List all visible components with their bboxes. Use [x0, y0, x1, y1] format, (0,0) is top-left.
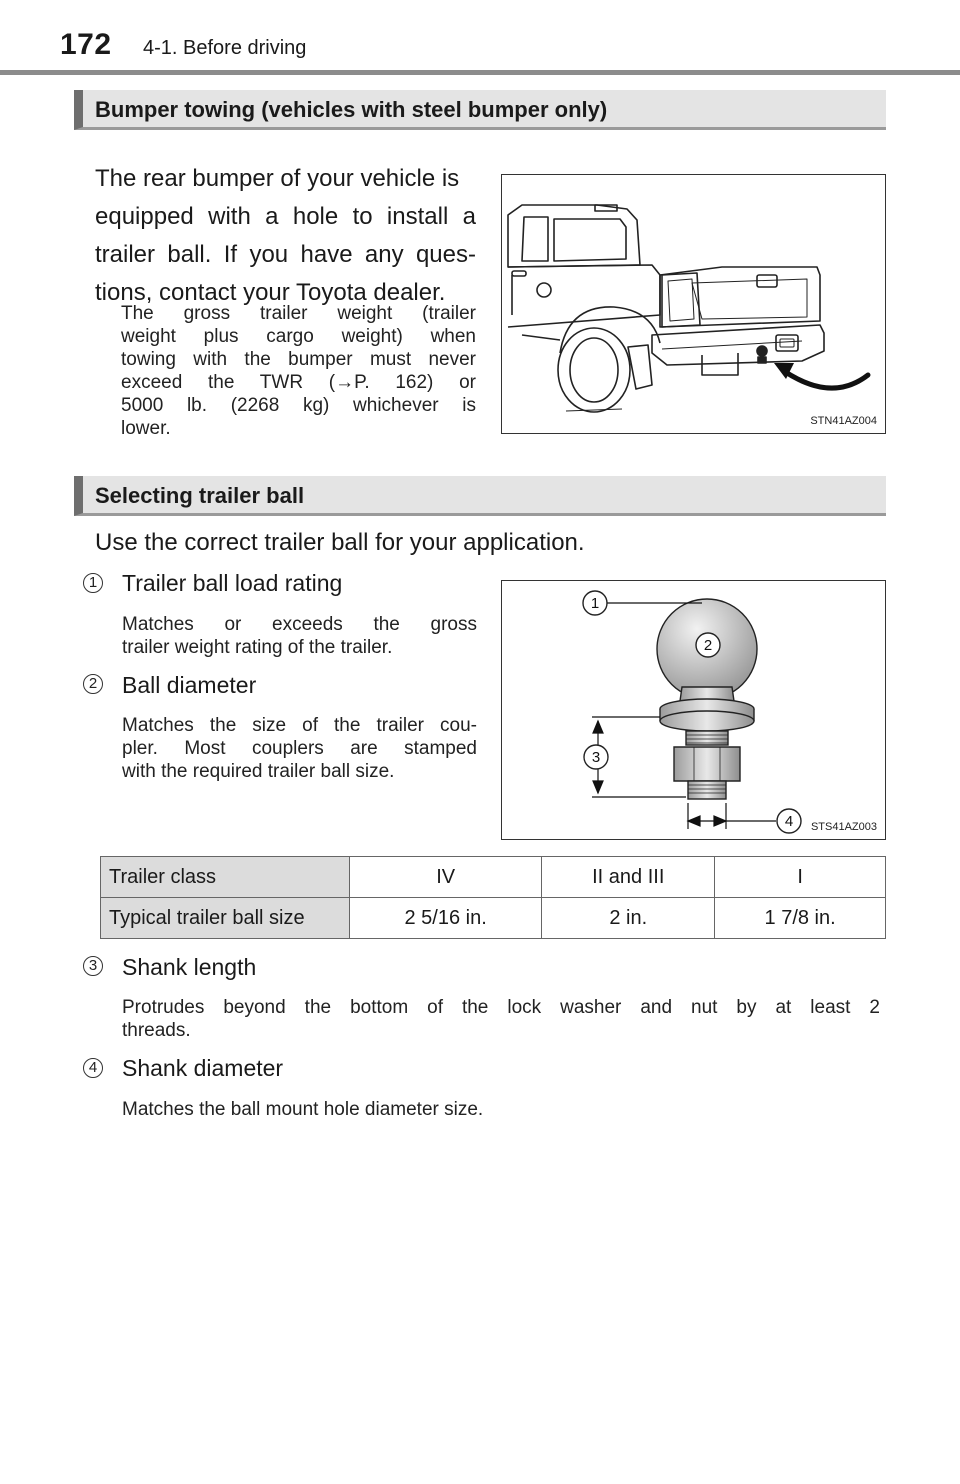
section-heading-text: Bumper towing (vehicles with steel bumper only) — [95, 97, 608, 122]
number-1-icon: 1 — [83, 573, 103, 593]
item-desc-shank-length — [122, 996, 880, 1042]
callout-4-label: 4 — [784, 813, 794, 830]
truck-rear-figure — [501, 174, 886, 434]
note-line: exceed the TWR (→P. 162) or — [121, 372, 476, 393]
truck-rear-illustration — [502, 175, 885, 433]
desc-line: with the required trailer ball size. — [122, 761, 395, 782]
trailer-ball-illustration — [502, 581, 885, 839]
note-line: The gross trailer weight (trailer — [121, 303, 476, 324]
desc-line: Matches the size of the trailer cou- — [122, 715, 477, 736]
bumper-note — [121, 302, 476, 440]
table-cell: 1 7/8 in. — [715, 898, 886, 939]
item-desc-shank-diameter — [122, 1098, 880, 1121]
ball-intro: Use the correct trailer ball for your application. — [95, 529, 585, 556]
table-row — [101, 857, 886, 898]
item-title-shank-length: Shank length — [122, 954, 257, 980]
desc-line: trailer weight rating of the trailer. — [122, 637, 393, 658]
table-cell: 2 in. — [542, 898, 715, 939]
table-cell: I — [715, 857, 886, 898]
desc-line: Matches or exceeds the gross — [122, 614, 477, 635]
note-line: 5000 lb. (2268 kg) whichever is — [121, 395, 476, 416]
desc-line: threads. — [122, 1020, 191, 1041]
figure-code: STS41AZ003 — [810, 821, 877, 833]
section-heading-bumper-towing — [74, 90, 886, 130]
table-cell: IV — [350, 857, 542, 898]
trailer-class-table — [100, 856, 886, 939]
callout-1-label: 1 — [590, 595, 600, 612]
note-line: towing with the bumper must never — [121, 349, 476, 370]
desc-line: Protrudes beyond the bottom of the lock washer and nut by at least 2 — [122, 997, 880, 1018]
bumper-lead-paragraph — [95, 160, 476, 312]
item-desc-load-rating — [122, 613, 477, 659]
callout-3-label: 3 — [591, 749, 601, 766]
lead-line: equipped with a hole to install a — [95, 203, 476, 230]
table-row-header: Typical trailer ball size — [101, 898, 350, 939]
chapter-title: 4-1. Before driving — [143, 37, 307, 59]
page-number: 172 — [60, 28, 112, 61]
section-heading-text: Selecting trailer ball — [95, 483, 305, 508]
lead-line: tions, contact your Toyota dealer. — [95, 279, 446, 306]
table-cell: 2 5/16 in. — [350, 898, 542, 939]
number-4-icon: 4 — [83, 1058, 103, 1078]
table-row-header: Trailer class — [101, 857, 350, 898]
item-title-ball-diameter: Ball diameter — [122, 672, 257, 698]
number-2-icon: 2 — [83, 674, 103, 694]
note-line: lower. — [121, 418, 171, 439]
section-heading-selecting-ball — [74, 476, 886, 516]
item-desc-ball-diameter — [122, 714, 477, 783]
header-rule — [0, 70, 960, 75]
trailer-ball-figure — [501, 580, 886, 840]
table-cell: II and III — [542, 857, 715, 898]
item-title-load-rating: Trailer ball load rating — [122, 570, 343, 596]
note-line: weight plus cargo weight) when — [121, 326, 476, 347]
table-row — [101, 898, 886, 939]
desc-line: pler. Most couplers are stamped — [122, 738, 477, 759]
desc-line: Matches the ball mount hole diameter size. — [122, 1099, 484, 1120]
item-title-shank-diameter: Shank diameter — [122, 1055, 284, 1081]
figure-code: STN41AZ004 — [810, 415, 877, 427]
lead-line: trailer ball. If you have any ques- — [95, 241, 476, 268]
number-3-icon: 3 — [83, 956, 103, 976]
callout-2-label: 2 — [703, 637, 713, 654]
lead-line: The rear bumper of your vehicle is — [95, 165, 460, 192]
